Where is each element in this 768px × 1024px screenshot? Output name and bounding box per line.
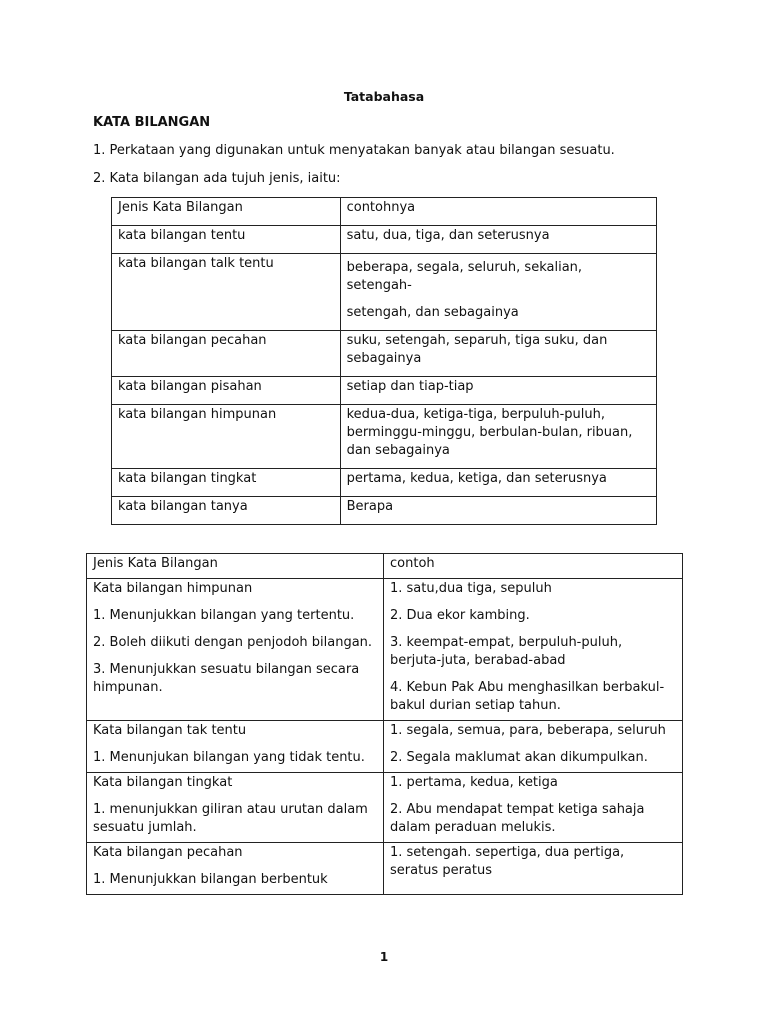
cell-line: 1. Menunjukan bilangan yang tidak tentu.: [93, 750, 365, 765]
page-title: Tatabahasa: [343, 89, 425, 104]
cell-jenis: kata bilangan himpunan: [112, 405, 341, 469]
cell-line: Kata bilangan pecahan: [93, 845, 243, 860]
cell-line: 2. Boleh diikuti dengan penjodoh bilangan.: [93, 635, 373, 650]
examples-table: [86, 553, 683, 895]
cell-jenis: kata bilangan talk tentu: [112, 254, 341, 331]
table-row: [112, 226, 657, 254]
table-header-row: [112, 198, 657, 226]
cell-line: setengah, dan sebagainya: [346, 305, 519, 320]
table-row: [112, 497, 657, 525]
header-contohnya: contohnya: [340, 198, 656, 226]
header-jenis: Jenis Kata Bilangan: [112, 198, 341, 226]
cell-contoh: setiap dan tiap-tiap: [340, 377, 656, 405]
types-table: [111, 197, 657, 525]
cell-jenis: [87, 579, 384, 721]
cell-line: 2. Segala maklumat akan dikumpulkan.: [390, 750, 648, 765]
table-header-row: [87, 554, 683, 579]
cell-jenis: kata bilangan tingkat: [112, 469, 341, 497]
cell-line: 1. setengah. sepertiga, dua pertiga, seratus peratus: [390, 845, 625, 878]
cell-contoh: kedua-dua, ketiga-tiga, berpuluh-puluh, berminggu-minggu, berbulan-bulan, ribuan, dan sebagainya: [340, 405, 656, 469]
cell-contoh: pertama, kedua, ketiga, dan seterusnya: [340, 469, 656, 497]
cell-jenis: kata bilangan tanya: [112, 497, 341, 525]
table-row: [112, 377, 657, 405]
cell-contoh: [384, 579, 683, 721]
section-heading: KATA BILANGAN: [93, 115, 211, 130]
table-row: [87, 579, 683, 721]
table-row: [87, 843, 683, 895]
cell-jenis: kata bilangan tentu: [112, 226, 341, 254]
cell-jenis: [87, 843, 384, 895]
cell-line: 1. Menunjukkan bilangan yang tertentu.: [93, 608, 355, 623]
cell-line: 2. Abu mendapat tempat ketiga sahaja dalam peraduan melukis.: [390, 802, 645, 835]
header-contoh: contoh: [384, 554, 683, 579]
table-row: [87, 721, 683, 773]
cell-line: 4. Kebun Pak Abu menghasilkan berbakul-bakul durian setiap tahun.: [390, 680, 665, 713]
cell-line: 2. Dua ekor kambing.: [390, 608, 530, 623]
cell-line: Kata bilangan himpunan: [93, 581, 253, 596]
table-row: [112, 405, 657, 469]
cell-line: Kata bilangan tak tentu: [93, 723, 247, 738]
cell-jenis: kata bilangan pisahan: [112, 377, 341, 405]
cell-line: 3. Menunjukkan sesuatu bilangan secara himpunan.: [93, 662, 360, 695]
table-row: [112, 254, 657, 331]
cell-contoh: [384, 721, 683, 773]
cell-jenis: [87, 773, 384, 843]
cell-contoh: [340, 254, 656, 331]
cell-line: 1. pertama, kedua, ketiga: [390, 775, 558, 790]
cell-jenis: kata bilangan pecahan: [112, 331, 341, 377]
cell-jenis: [87, 721, 384, 773]
cell-contoh: suku, setengah, separuh, tiga suku, dan sebagainya: [340, 331, 656, 377]
header-jenis: Jenis Kata Bilangan: [87, 554, 384, 579]
cell-line: 1. segala, semua, para, beberapa, seluruh: [390, 723, 666, 738]
cell-contoh: [384, 843, 683, 895]
page-number: 1: [379, 950, 389, 964]
cell-line: 1. satu,dua tiga, sepuluh: [390, 581, 552, 596]
table-row: [112, 331, 657, 377]
table-row: [112, 469, 657, 497]
cell-line: 3. keempat-empat, berpuluh-puluh, berjuta-juta, berabad-abad: [390, 635, 623, 668]
cell-contoh: satu, dua, tiga, dan seterusnya: [340, 226, 656, 254]
cell-line: 1. menunjukkan giliran atau urutan dalam sesuatu jumlah.: [93, 802, 368, 835]
cell-line: beberapa, segala, seluruh, sekalian, setengah-: [346, 260, 583, 293]
paragraph-2: 2. Kata bilangan ada tujuh jenis, iaitu:: [93, 171, 341, 186]
cell-contoh: Berapa: [340, 497, 656, 525]
cell-line: Kata bilangan tingkat: [93, 775, 233, 790]
cell-contoh: [384, 773, 683, 843]
cell-line: 1. Menunjukkan bilangan berbentuk: [93, 872, 328, 887]
paragraph-1: 1. Perkataan yang digunakan untuk menyatakan banyak atau bilangan sesuatu.: [93, 143, 615, 158]
table-row: [87, 773, 683, 843]
